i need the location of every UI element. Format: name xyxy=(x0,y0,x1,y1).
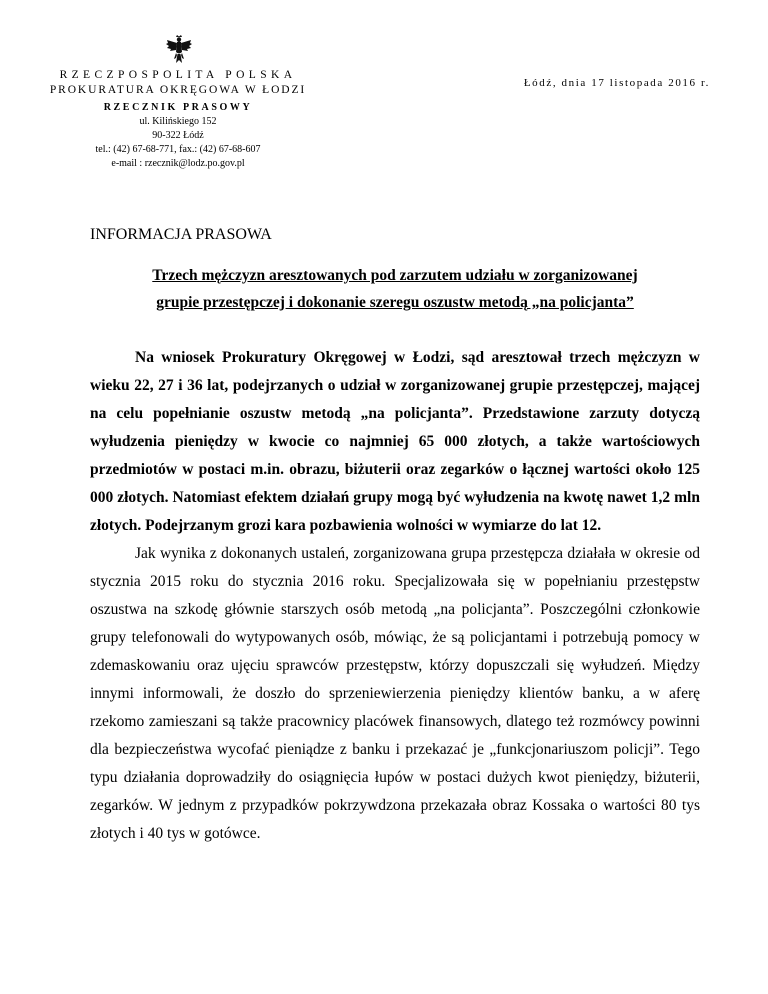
lead-paragraph: Na wniosek Prokuratury Okręgowej w Łodzi, sąd aresztował trzech mężczyzn w wieku 22, 27 i 36 lat, podejrzanych o udział w zorganizowanej grupie przestępczej, mającej na celu popełnianie oszustw metodą „na policjanta”. Przedstawione zarzuty dotyczą wyłudzenia pieniędzy w kwocie co najmniej 65 000 złotych, a także wartościowych przedmiotów w postaci m.in. obrazu, biżuterii oraz zegarków o łącznej wartości około 125 000 złotych. Natomiast efektem działań grupy mogą być wyłudzenia na kwotę nawet 1,2 mln złotych. Podejrzanym grozi kara pozbawienia wolności w wymiarze do lat 12. xyxy=(90,349,700,534)
eagle-emblem-icon xyxy=(166,34,192,66)
org-office: PROKURATURA OKRĘGOWA W ŁODZI xyxy=(49,84,307,96)
headline-line-1: Trzech mężczyzn aresztowanych pod zarzutem udziału w zorganizowanej xyxy=(152,267,638,284)
body-paragraph: Jak wynika z dokonanych ustaleń, zorganizowana grupa przestępcza działała w okresie od stycznia 2015 roku do stycznia 2016 roku. Specjalizowała się w popełnianiu przestępstw oszustwa na szkodę głównie starszych osób metodą „na policjanta”. Poszczególni członkowie grupy telefonowali do wytypowanych osób, mówiąc, że są policjantami i potrzebują pomocy w zdemaskowaniu oraz ujęciu sprawców przestępstw, którzy dopuszczali się wyłudzeń. Między innymi informowali, że doszło do sprzeniewierzenia pieniędzy klientów banku, a w aferę rzekomo zamieszani są także pracownicy placówek finansowych, dlatego też rozmówcy powinni dla bezpieczeństwa wycofać pieniądze z banku i przekazać je „funkcjonariuszom policji”. Tego typu działania doprowadziły do osiągnięcia łupów w postaci dużych kwot pieniędzy, biżuterii, zegarków. W jednym z przypadków pokrzywdzona przekazała obraz Kossaka o wartości 80 tys złotych i 40 tys w gotówce. xyxy=(90,545,700,842)
org-country: RZECZPOSPOLITA POLSKA xyxy=(59,69,297,81)
body-text xyxy=(90,344,700,848)
document-title: INFORMACJA PRASOWA xyxy=(90,226,272,243)
contact-phone: tel.: (42) 67-68-771, fax.: (42) 67-68-607 xyxy=(95,144,261,155)
org-department: RZECZNIK PRASOWY xyxy=(103,102,253,113)
headline-line-2: grupie przestępczej i dokonanie szeregu oszustw metodą „na policjanta” xyxy=(156,294,634,311)
contact-email: e-mail : rzecznik@lodz.po.gov.pl xyxy=(111,158,245,169)
address-city: 90-322 Łódź xyxy=(152,130,204,141)
address-street: ul. Kilińskiego 152 xyxy=(139,116,217,127)
headline xyxy=(90,262,700,316)
office-header xyxy=(40,68,316,171)
document-date: Łódź, dnia 17 listopada 2016 r. xyxy=(523,77,710,89)
